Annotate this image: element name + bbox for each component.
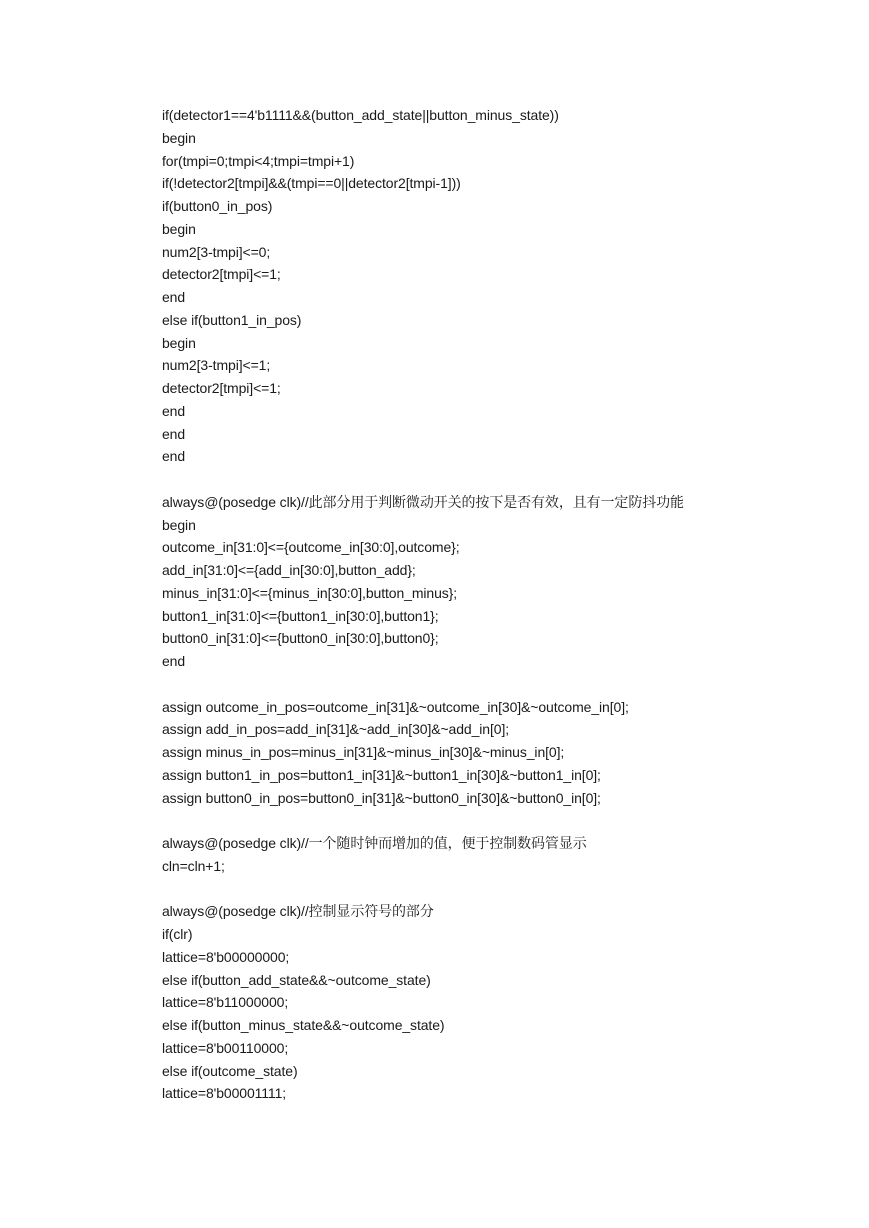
code-line: always@(posedge clk)//此部分用于判断微动开关的按下是否有效，且有一定防抖功能 [162,493,684,510]
code-line: add_in[31:0]<={add_in[30:0],button_add}; [162,562,416,578]
code-line: outcome_in[31:0]<={outcome_in[30:0],outcome}; [162,539,460,556]
code-line: assign outcome_in_pos=outcome_in[31]&~outcome_in[30]&~outcome_in[0]; [162,698,629,715]
code-line: end [162,425,186,442]
code-line: if(!detector2[tmpi]&&(tmpi==0||detector2[tmpi-1])) [162,175,461,192]
code-line: num2[3-tmpi]<=0; [162,243,271,260]
code-line: else if(outcome_state) [162,1062,298,1079]
code-line: assign minus_in_pos=minus_in[31]&~minus_in[30]&~minus_in[0]; [162,744,565,760]
code-line: detector2[tmpi]<=1; [162,266,281,283]
code-block [162,104,802,1105]
blank-line [162,809,802,832]
code-line: assign button0_in_pos=button0_in[31]&~button0_in[30]&~button0_in[0]; [162,789,601,806]
code-line: if(detector1==4'b1111&&(button_add_state||button_minus_state)) [162,107,559,123]
code-line: lattice=8'b00001111; [162,1085,287,1102]
code-line: minus_in[31:0]<={minus_in[30:0],button_minus}; [162,584,458,601]
code-line: lattice=8'b00000000; [162,948,290,965]
code-line: else if(button_add_state&&~outcome_state) [162,971,431,988]
code-line: end [162,448,186,465]
code-line: end [162,289,186,305]
code-line: else if(button1_in_pos) [162,311,302,328]
code-line: if(clr) [162,926,193,942]
code-line: detector2[tmpi]<=1; [162,380,281,396]
code-line: lattice=8'b00110000; [162,1039,289,1056]
code-line: begin [162,516,196,533]
code-line: begin [162,220,196,237]
blank-line [162,673,802,696]
code-line: assign button1_in_pos=button1_in[31]&~button1_in[30]&~button1_in[0]; [162,766,601,783]
code-line: lattice=8'b11000000; [162,994,289,1011]
code-line: always@(posedge clk)//一个随时钟而增加的值，便于控制数码管显示 [162,835,587,851]
code-line: num2[3-tmpi]<=1; [162,357,271,374]
code-line: else if(button_minus_state&&~outcome_state) [162,1017,445,1033]
code-line: if(button0_in_pos) [162,198,273,214]
code-line: end [162,402,186,419]
blank-line [162,468,802,491]
blank-line [162,878,802,901]
code-line: always@(posedge clk)//控制显示符号的部分 [162,903,434,920]
code-line: end [162,653,186,669]
code-line: begin [162,334,196,351]
code-line: for(tmpi=0;tmpi<4;tmpi=tmpi+1) [162,152,355,169]
code-line: button1_in[31:0]<={button1_in[30:0],button1}; [162,607,439,624]
code-line: button0_in[31:0]<={button0_in[30:0],button0}; [162,630,439,647]
code-line: cln=cln+1; [162,857,225,874]
code-line: assign add_in_pos=add_in[31]&~add_in[30]&~add_in[0]; [162,721,510,738]
code-line: begin [162,129,196,146]
